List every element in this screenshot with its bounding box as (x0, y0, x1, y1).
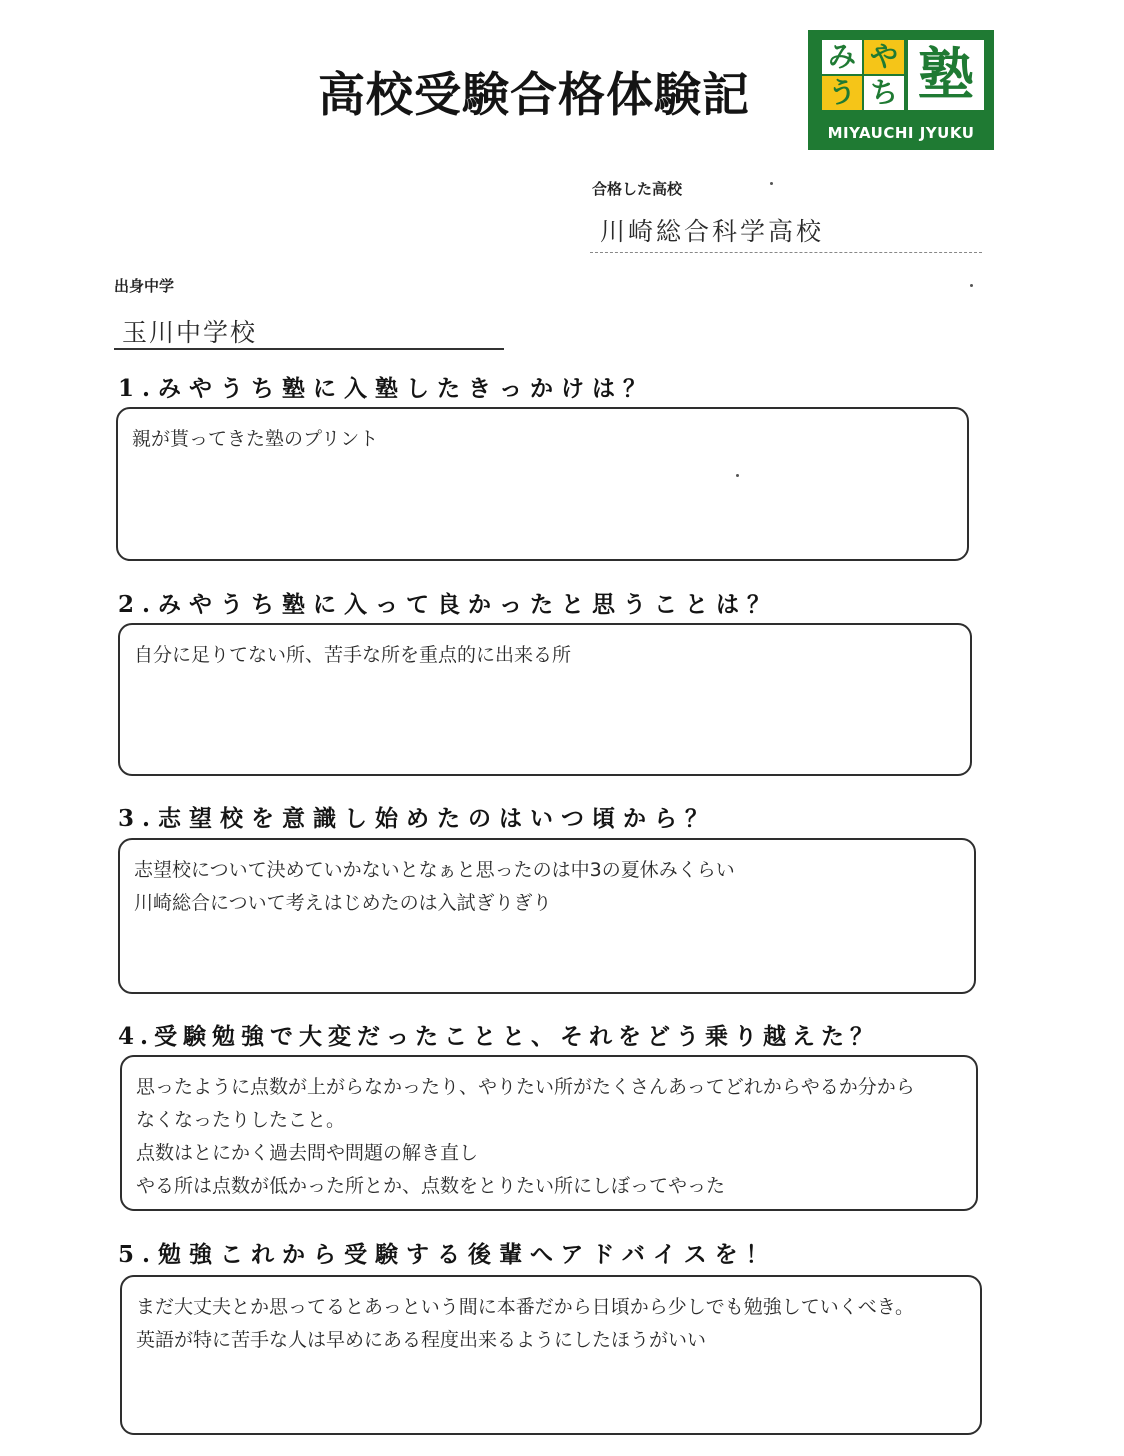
scan-speck (770, 182, 773, 185)
answer-box-3 (118, 838, 976, 994)
answer-2-line-1: 自分に足りてない所、苦手な所を重点的に出来る所 (134, 644, 572, 666)
answer-3-line-1: 志望校について決めていかないとなぁと思ったのは中3の夏休みくらい (134, 859, 735, 881)
question-3: 3.志望校を意識し始めたのはいつ頃から？ (118, 805, 717, 832)
answer-box-4 (120, 1055, 978, 1211)
answer-box-2 (118, 623, 972, 776)
answer-4-line-3: 点数はとにかく過去問や問題の解き直し (136, 1142, 479, 1164)
junior-high-value: 玉川中学校 (122, 318, 258, 347)
logo-char-u: う (822, 76, 862, 110)
page-title: 高校受験合格体験記 (318, 68, 750, 123)
logo-subtitle: MIYAUCHI JYUKU (827, 124, 975, 142)
logo-char-mi: み (822, 40, 862, 74)
question-1: 1.みやうち塾に入塾したきっかけは？ (118, 375, 655, 402)
logo-char-ya: や (864, 40, 904, 74)
answer-5-line-2: 英語が特に苦手な人は早めにある程度出来るようにしたほうがいい (136, 1329, 707, 1351)
scan-speck (970, 284, 973, 287)
junior-high-label: 出身中学 (114, 277, 175, 295)
passed-school-label: 合格した高校 (592, 180, 683, 198)
answer-3-line-2: 川崎総合について考えはじめたのは入試ぎりぎり (134, 892, 552, 914)
junior-high-underline (114, 348, 504, 350)
answer-1-line-1: 親が貰ってきた塾のプリント (132, 428, 379, 450)
logo-char-chi: ち (864, 76, 904, 110)
answer-box-5 (120, 1275, 982, 1435)
scan-speck (736, 474, 739, 477)
miyauchi-jyuku-logo (808, 30, 994, 150)
question-2: 2.みやうち塾に入って良かったと思うことは？ (118, 591, 779, 618)
question-5: 5.勉強これから受験する後輩へアドバイスを！ (118, 1241, 777, 1268)
passed-school-value: 川崎総合科学高校 (600, 217, 825, 246)
logo-char-juku: 塾 (908, 40, 984, 110)
answer-4-line-4: やる所は点数が低かった所とか、点数をとりたい所にしぼってやった (136, 1175, 726, 1197)
answer-5-line-1: まだ大丈夫とか思ってるとあっという間に本番だから日頃から少しでも勉強していくべき。 (136, 1296, 915, 1318)
answer-4-line-2: なくなったりしたこと。 (136, 1109, 346, 1131)
answer-4-line-1: 思ったように点数が上がらなかったり、やりたい所がたくさんあってどれからやるか分から (136, 1076, 915, 1098)
passed-school-underline (590, 252, 982, 253)
answer-box-1 (116, 407, 969, 561)
question-4: 4.受験勉強で大変だったことと、それをどう乗り越えた？ (118, 1023, 880, 1050)
